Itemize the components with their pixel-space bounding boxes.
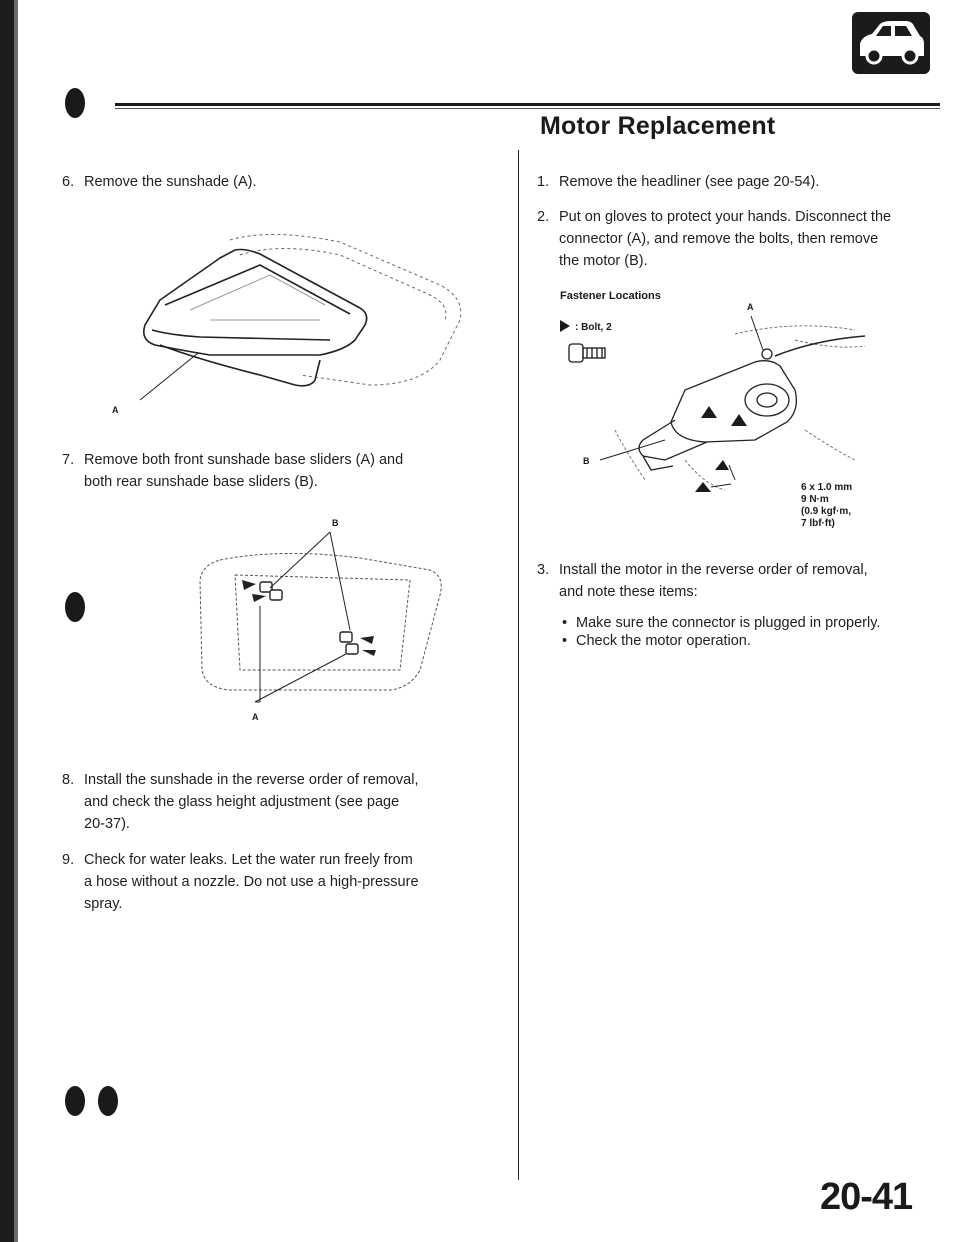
torque-spec-line-2: 9 N·m [801, 494, 829, 505]
step-text-line-2: and note these items: [559, 584, 698, 600]
install-note-item: • Make sure the connector is plugged in properly. [560, 614, 940, 632]
step-7 [62, 450, 502, 494]
step-number: 3. [537, 562, 550, 578]
bolt-marker-icon [695, 482, 711, 492]
step-text-line-2: both rear sunshade base sliders (B). [84, 474, 318, 490]
fastener-heading: Fastener Locations [560, 290, 661, 302]
sunshade-removal-figure [112, 210, 480, 420]
bolt-marker-icon [731, 414, 747, 426]
step-text-line-2: and check the glass height adjustment (see page [84, 794, 400, 810]
step-text-line-3: spray. [84, 896, 123, 912]
step-number: 1. [537, 174, 550, 190]
step-8 [62, 770, 502, 836]
torque-spec-line-4: 7 lbf·ft) [801, 518, 835, 529]
callout-A: A [112, 405, 119, 415]
bolt-marker-icon [560, 320, 570, 332]
step-text-line-3: the motor (B). [559, 253, 648, 269]
page-title: Motor Replacement [540, 112, 776, 140]
install-notes-list [560, 614, 940, 650]
header-rule-thin [115, 108, 940, 109]
header-rule [115, 103, 940, 106]
binding-hole-top [65, 88, 85, 118]
binding-edge [0, 0, 14, 1242]
callout-B: B [583, 456, 590, 466]
step-text: Remove the headliner (see page 20-54). [559, 174, 820, 190]
step-number: 2. [537, 209, 550, 225]
bolt-marker-icon [715, 460, 729, 470]
callout-A: A [747, 302, 754, 312]
step-1 [537, 172, 937, 194]
step-text-line-1: Remove both front sunshade base sliders (A) and [84, 452, 404, 468]
install-note-item: • Check the motor operation. [560, 632, 940, 650]
step-number: 7. [62, 452, 75, 468]
motor-fastener-figure [555, 302, 895, 550]
step-text-line-1: Install the sunshade in the reverse order of removal, [84, 772, 419, 788]
fastener-legend: : Bolt, 2 [575, 322, 612, 333]
step-3 [537, 560, 937, 604]
bolt-icon [569, 344, 605, 362]
binding-hole-middle [65, 592, 85, 622]
torque-spec-line-1: 6 x 1.0 mm [801, 482, 853, 493]
sunshade-sliders-figure [160, 510, 480, 730]
step-number: 8. [62, 772, 75, 788]
step-9 [62, 850, 502, 916]
step-text-line-3: 20-37). [84, 816, 130, 832]
step-text-line-1: Install the motor in the reverse order of removal, [559, 562, 868, 578]
step-text-line-2: a hose without a nozzle. Do not use a high-pressure [84, 874, 419, 890]
step-6 [62, 172, 502, 194]
column-divider [518, 150, 519, 1180]
step-number: 6. [62, 174, 75, 190]
binding-hole-bottom-left [65, 1086, 85, 1116]
step-text-line-1: Check for water leaks. Let the water run freely from [84, 852, 413, 868]
callout-B: B [332, 518, 339, 528]
car-body-icon [852, 12, 930, 74]
step-number: 9. [62, 852, 75, 868]
step-2 [537, 207, 937, 273]
step-text-line-2: connector (A), and remove the bolts, then remove [559, 231, 879, 247]
bolt-marker-icon [701, 406, 717, 418]
step-text: Remove the sunshade (A). [84, 174, 257, 190]
binding-hole-bottom-right [98, 1086, 118, 1116]
torque-spec-line-3: (0.9 kgf·m, [801, 506, 852, 517]
binding-edge-shadow [14, 0, 18, 1242]
step-text-line-1: Put on gloves to protect your hands. Disconnect the [559, 209, 892, 225]
page-number: 20-41 [820, 1176, 913, 1218]
callout-A: A [252, 712, 259, 722]
